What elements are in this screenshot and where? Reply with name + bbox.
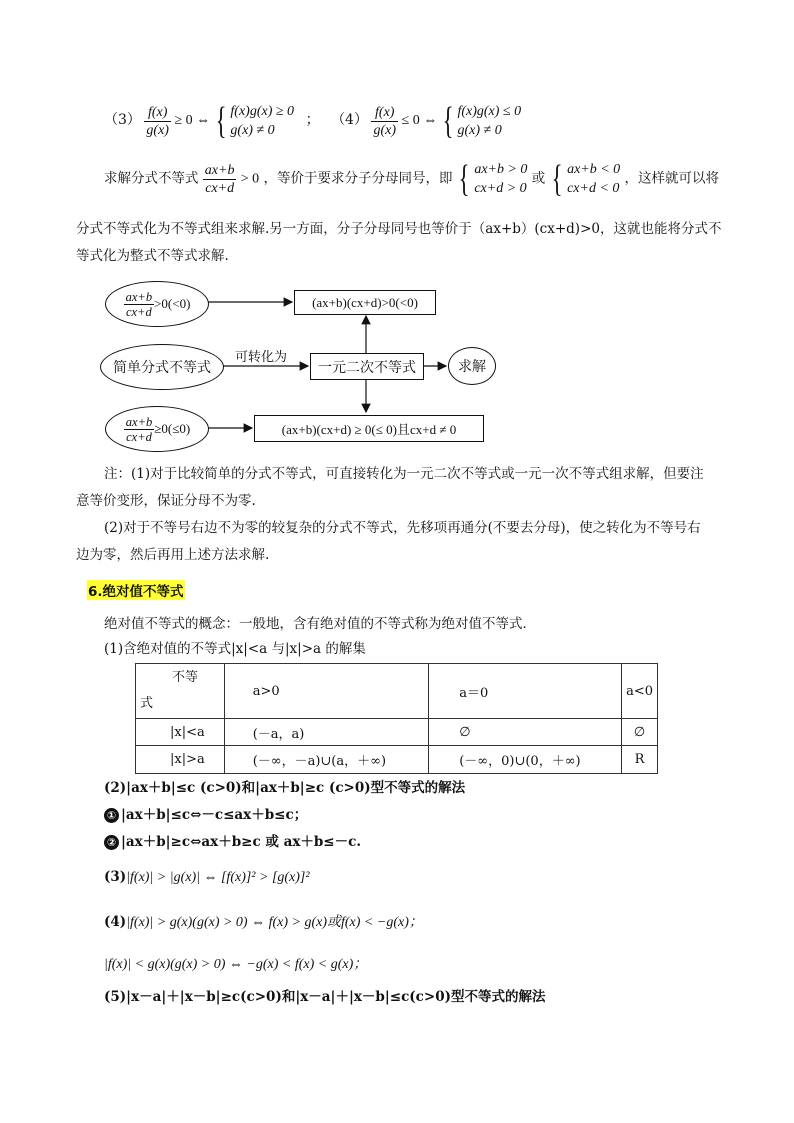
para1-line1 bbox=[104, 160, 719, 198]
para1-brace1: { bbox=[458, 158, 470, 200]
table-cell: ∅ bbox=[622, 719, 658, 746]
top-ellipse-denominator: cx+d bbox=[125, 304, 152, 319]
para1-system2 bbox=[567, 160, 620, 198]
section6-item2 bbox=[104, 830, 361, 850]
table-cell: |x|<a bbox=[136, 719, 225, 746]
item1-text: |ax＋b|≤c⇔－c≤ax＋b≤c； bbox=[121, 807, 308, 823]
item3-system bbox=[230, 102, 294, 140]
bottom-box: (ax+b)(cx+d) ≥ 0(≤ 0)且cx+d ≠ 0 bbox=[254, 415, 484, 442]
top-ellipse bbox=[105, 281, 209, 327]
item3-numerator: f(x) bbox=[144, 104, 171, 122]
note1-line1: 注：(1)对于比较简单的分式不等式，可直接转化为一元二次不等式或一元一次不等式组求解，但要注 bbox=[104, 466, 704, 482]
table-corner-cell bbox=[136, 664, 225, 719]
item3-fraction bbox=[144, 104, 171, 139]
section6-sub2: (2)|ax＋b|≤c (c>0)和|ax＋b|≥c (c>0)型不等式的解法 bbox=[104, 780, 466, 796]
para1-line3: 等式化为整式不等式求解. bbox=[76, 248, 229, 264]
section6-heading: 6.绝对值不等式 bbox=[87, 580, 185, 600]
para1-frac-numerator: ax+b bbox=[204, 162, 235, 178]
table-cell: (－∞，－a)∪(a，＋∞) bbox=[224, 746, 429, 774]
item4-label: （4） bbox=[331, 112, 368, 129]
item3-case2: g(x) ≠ 0 bbox=[230, 123, 275, 138]
table-cell: (－a，a) bbox=[224, 719, 429, 746]
item4-case2: g(x) ≠ 0 bbox=[457, 123, 502, 138]
item3-relation: ≥ 0 ⇔ bbox=[174, 113, 211, 129]
bottom-ellipse-relation: ≥0(≤0) bbox=[154, 421, 191, 436]
note1-line2: 意等价变形，保证分母不为零. bbox=[76, 493, 256, 509]
item4-brace: { bbox=[442, 100, 454, 142]
item4-numerator: f(x) bbox=[371, 104, 398, 122]
bottom-ellipse-numerator: ax+b bbox=[125, 414, 153, 429]
table-header-row bbox=[136, 664, 658, 719]
table-row bbox=[136, 746, 658, 774]
corner-top: 不等 bbox=[172, 670, 199, 685]
item3-label: （3） bbox=[104, 112, 141, 129]
system1-line-a: ax+b > 0 bbox=[474, 162, 528, 177]
top-ellipse-fraction bbox=[124, 290, 154, 319]
bottom-ellipse bbox=[105, 406, 209, 452]
center-ellipse: 简单分式不等式 bbox=[100, 344, 224, 390]
para1-mid: ，等价于要求分子分母同号，即 bbox=[263, 170, 453, 187]
system2-line-b: cx+d < 0 bbox=[567, 181, 620, 196]
section6-sub4b: |f(x)| < g(x)(g(x) > 0) ⇔ −g(x) < f(x) < g(x)； bbox=[104, 957, 368, 972]
item3-case1: f(x)g(x) ≥ 0 bbox=[230, 104, 295, 119]
sub3-formula: |f(x)| > |g(x)| ⇔ [f(x)]² > [g(x)]² bbox=[126, 870, 310, 885]
bottom-ellipse-fraction bbox=[124, 415, 154, 444]
abs-value-table bbox=[135, 663, 658, 774]
corner-bottom: 式 bbox=[140, 696, 154, 711]
para1-fraction bbox=[203, 162, 237, 197]
arrow-label: 可转化为 bbox=[235, 350, 288, 365]
table-header: a>0 bbox=[224, 664, 429, 719]
system1-line-b: cx+d > 0 bbox=[474, 181, 527, 196]
table-cell: R bbox=[622, 746, 658, 774]
table-header: a＝0 bbox=[429, 664, 622, 719]
item2-text: |ax＋b|≥c⇔ax＋b≥c 或 ax＋b≤－c. bbox=[121, 834, 362, 850]
table-cell: (－∞，0)∪(0，＋∞) bbox=[429, 746, 622, 774]
para1-system1 bbox=[474, 160, 527, 198]
circled-1-icon: ① bbox=[104, 808, 119, 823]
para1-tail: ，这样就可以将 bbox=[624, 170, 719, 187]
table-header: a<0 bbox=[622, 664, 658, 719]
center-box: 一元二次不等式 bbox=[310, 353, 424, 380]
para1-lead: 求解分式不等式 bbox=[104, 170, 199, 187]
bottom-ellipse-denominator: cx+d bbox=[126, 429, 152, 444]
separator: ； bbox=[305, 113, 320, 129]
note2-line2: 边为零，然后再用上述方法求解. bbox=[76, 547, 270, 563]
item4-system bbox=[457, 102, 521, 140]
para1-brace2: { bbox=[551, 158, 563, 200]
circled-2-icon: ② bbox=[104, 835, 119, 850]
item4-case1: f(x)g(x) ≤ 0 bbox=[457, 104, 522, 119]
para1-line2: 分式不等式化为不等式组来求解.另一方面，分子分母同号也等价于（ax+b）(cx+d)>0，这就也能将分式不 bbox=[76, 221, 722, 237]
solve-ellipse: 求解 bbox=[448, 347, 496, 385]
top-ellipse-relation: >0(<0) bbox=[154, 296, 191, 311]
item4-denominator: g(x) bbox=[373, 122, 397, 138]
sub4-formula: |f(x)| > g(x)(g(x) > 0) ⇔ f(x) > g(x)或f(x) < −g(x)； bbox=[126, 915, 423, 930]
item4-fraction bbox=[371, 104, 398, 139]
section6-sub5: (5)|x－a|＋|x－b|≥c(c>0)和|x－a|＋|x－b|≤c(c>0)型不等式的解法 bbox=[104, 989, 546, 1005]
table-cell: ∅ bbox=[429, 719, 622, 746]
section6-item1 bbox=[104, 803, 307, 823]
top-box: (ax+b)(cx+d)>0(<0) bbox=[294, 290, 436, 315]
item3-denominator: g(x) bbox=[146, 122, 169, 138]
table-row bbox=[136, 719, 658, 746]
para1-or: 或 bbox=[531, 170, 546, 187]
para1-relation: > 0 bbox=[240, 171, 260, 187]
rule-3-4-line bbox=[104, 102, 521, 140]
section6-sub3 bbox=[104, 869, 310, 886]
system2-line-a: ax+b < 0 bbox=[567, 162, 621, 177]
note2-line1: (2)对于不等号右边不为零的较复杂的分式不等式，先移项再通分(不要去分母)，使之转化为不等号右 bbox=[104, 520, 701, 536]
sub4-label: (4) bbox=[104, 914, 127, 930]
section6-sub4 bbox=[104, 911, 423, 931]
sub3-label: (3) bbox=[104, 869, 127, 885]
section6-sub1: (1)含绝对值的不等式|x|<a 与|x|>a 的解集 bbox=[104, 641, 366, 657]
para1-frac-denominator: cx+d bbox=[205, 180, 235, 196]
table-cell: |x|>a bbox=[136, 746, 225, 774]
section6-concept: 绝对值不等式的概念：一般地，含有绝对值的不等式称为绝对值不等式． bbox=[104, 616, 536, 632]
item3-brace: { bbox=[215, 100, 227, 142]
item4-relation: ≤ 0 ⇔ bbox=[401, 113, 438, 129]
top-ellipse-numerator: ax+b bbox=[125, 289, 153, 304]
